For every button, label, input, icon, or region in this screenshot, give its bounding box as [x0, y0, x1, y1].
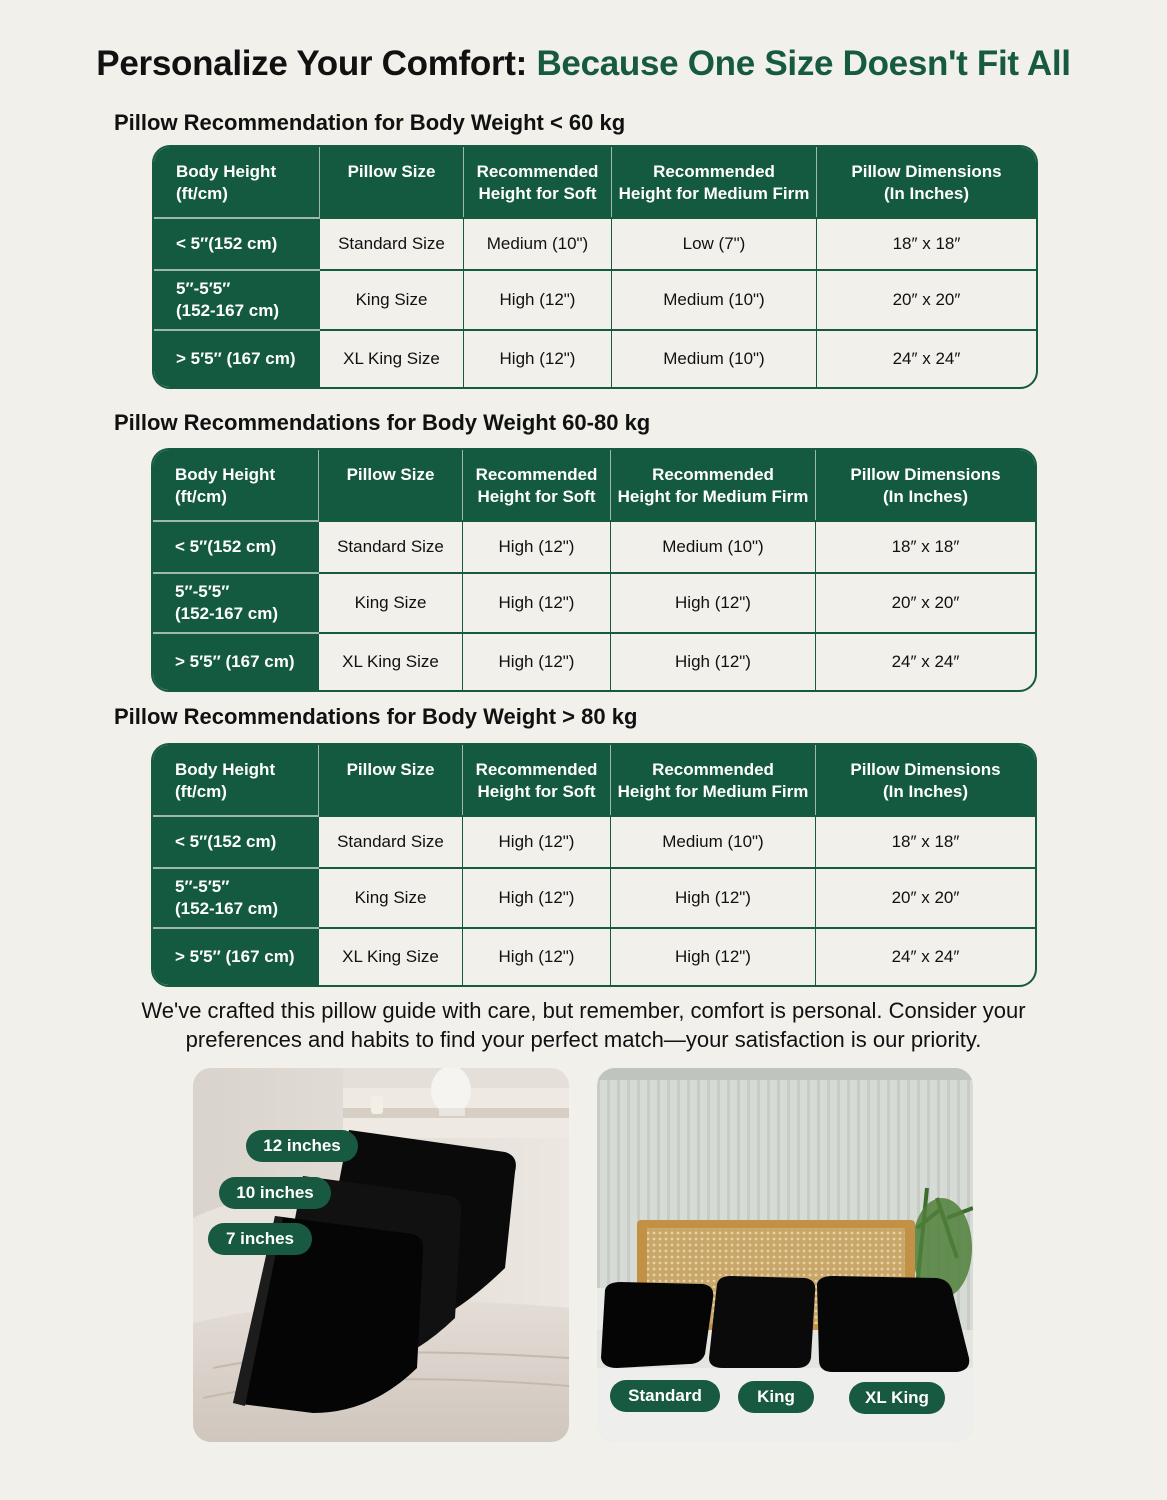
- row-soft: High (12"): [463, 572, 611, 632]
- row-soft: High (12"): [463, 867, 611, 927]
- page-title: [0, 44, 1167, 84]
- table-header-row: [153, 450, 1035, 520]
- row-dimensions: 20″ x 20″: [817, 269, 1036, 329]
- row-medium-firm: Low (7"): [612, 217, 817, 269]
- section-heading-over-80: Pillow Recommendations for Body Weight > 80 kg: [114, 704, 638, 729]
- row-medium-firm: High (12"): [611, 927, 816, 985]
- col-soft: Recommended Height for Soft: [463, 745, 611, 815]
- col-medium-firm: Recommended Height for Medium Firm: [611, 745, 816, 815]
- row-dimensions: 18″ x 18″: [817, 217, 1036, 269]
- table-row: [153, 927, 1035, 985]
- table-row: [154, 329, 1036, 387]
- row-soft: High (12"): [464, 329, 612, 387]
- row-height: 5″-5′5″ (152-167 cm): [153, 572, 319, 632]
- row-medium-firm: Medium (10"): [611, 520, 816, 572]
- row-soft: Medium (10"): [464, 217, 612, 269]
- row-height: < 5″(152 cm): [154, 217, 320, 269]
- table-header-row: [154, 147, 1036, 217]
- table-row: [153, 572, 1035, 632]
- row-soft: High (12"): [463, 815, 611, 867]
- table-over-80: [151, 743, 1037, 987]
- title-main: Personalize Your Comfort:: [96, 44, 528, 83]
- note-line: We've crafted this pillow guide with care, but remember, comfort is personal. Consider your: [141, 998, 1026, 1023]
- pillow-heights-photo: [193, 1068, 569, 1442]
- row-dimensions: 24″ x 24″: [816, 632, 1035, 690]
- pillow-heights-illustration: [193, 1068, 569, 1442]
- label-xl-king: XL King: [849, 1382, 945, 1414]
- row-medium-firm: Medium (10"): [611, 815, 816, 867]
- table-row: [154, 217, 1036, 269]
- col-medium-firm: Recommended Height for Medium Firm: [612, 147, 817, 217]
- table-row: [154, 269, 1036, 329]
- row-size: XL King Size: [320, 329, 464, 387]
- row-soft: High (12"): [463, 632, 611, 690]
- row-medium-firm: Medium (10"): [612, 329, 817, 387]
- label-king: King: [738, 1381, 814, 1413]
- col-pillow-size: Pillow Size: [320, 147, 464, 217]
- col-body-height: Body Height (ft/cm): [153, 450, 319, 520]
- row-height: 5″-5′5″ (152-167 cm): [154, 269, 320, 329]
- row-medium-firm: Medium (10"): [612, 269, 817, 329]
- guide-note: [0, 996, 1167, 1054]
- row-dimensions: 20″ x 20″: [816, 572, 1035, 632]
- table-under-60: [152, 145, 1038, 389]
- row-soft: High (12"): [463, 520, 611, 572]
- row-size: XL King Size: [319, 632, 463, 690]
- row-size: XL King Size: [319, 927, 463, 985]
- row-dimensions: 18″ x 18″: [816, 520, 1035, 572]
- table-60-80: [151, 448, 1037, 692]
- row-height: > 5′5″ (167 cm): [153, 632, 319, 690]
- row-height: 5″-5′5″ (152-167 cm): [153, 867, 319, 927]
- row-height: > 5′5″ (167 cm): [154, 329, 320, 387]
- label-12-inches: 12 inches: [246, 1130, 358, 1162]
- col-medium-firm: Recommended Height for Medium Firm: [611, 450, 816, 520]
- pillow-sizes-photo: [597, 1068, 973, 1442]
- col-dimensions: Pillow Dimensions (In Inches): [816, 745, 1035, 815]
- label-10-inches: 10 inches: [219, 1177, 331, 1209]
- col-soft: Recommended Height for Soft: [463, 450, 611, 520]
- row-size: Standard Size: [319, 520, 463, 572]
- table-row: [153, 520, 1035, 572]
- note-line: preferences and habits to find your perfect match—your satisfaction is our priority.: [185, 1027, 982, 1052]
- row-dimensions: 24″ x 24″: [816, 927, 1035, 985]
- col-dimensions: Pillow Dimensions (In Inches): [817, 147, 1036, 217]
- row-height: > 5′5″ (167 cm): [153, 927, 319, 985]
- row-dimensions: 18″ x 18″: [816, 815, 1035, 867]
- row-dimensions: 20″ x 20″: [816, 867, 1035, 927]
- col-body-height: Body Height (ft/cm): [154, 147, 320, 217]
- row-medium-firm: High (12"): [611, 572, 816, 632]
- col-body-height: Body Height (ft/cm): [153, 745, 319, 815]
- title-accent: Because One Size Doesn't Fit All: [536, 44, 1071, 83]
- row-size: King Size: [319, 867, 463, 927]
- row-size: Standard Size: [319, 815, 463, 867]
- row-height: < 5″(152 cm): [153, 520, 319, 572]
- col-pillow-size: Pillow Size: [319, 745, 463, 815]
- row-height: < 5″(152 cm): [153, 815, 319, 867]
- section-heading-under-60: Pillow Recommendation for Body Weight < 60 kg: [114, 110, 626, 135]
- col-soft: Recommended Height for Soft: [464, 147, 612, 217]
- row-medium-firm: High (12"): [611, 867, 816, 927]
- label-7-inches: 7 inches: [208, 1223, 312, 1255]
- col-dimensions: Pillow Dimensions (In Inches): [816, 450, 1035, 520]
- table-row: [153, 632, 1035, 690]
- label-standard: Standard: [610, 1380, 720, 1412]
- table-row: [153, 867, 1035, 927]
- row-soft: High (12"): [464, 269, 612, 329]
- table-row: [153, 815, 1035, 867]
- table-header-row: [153, 745, 1035, 815]
- row-size: Standard Size: [320, 217, 464, 269]
- row-dimensions: 24″ x 24″: [817, 329, 1036, 387]
- row-size: King Size: [319, 572, 463, 632]
- section-heading-60-80: Pillow Recommendations for Body Weight 60-80 kg: [114, 410, 651, 435]
- row-medium-firm: High (12"): [611, 632, 816, 690]
- col-pillow-size: Pillow Size: [319, 450, 463, 520]
- row-size: King Size: [320, 269, 464, 329]
- row-soft: High (12"): [463, 927, 611, 985]
